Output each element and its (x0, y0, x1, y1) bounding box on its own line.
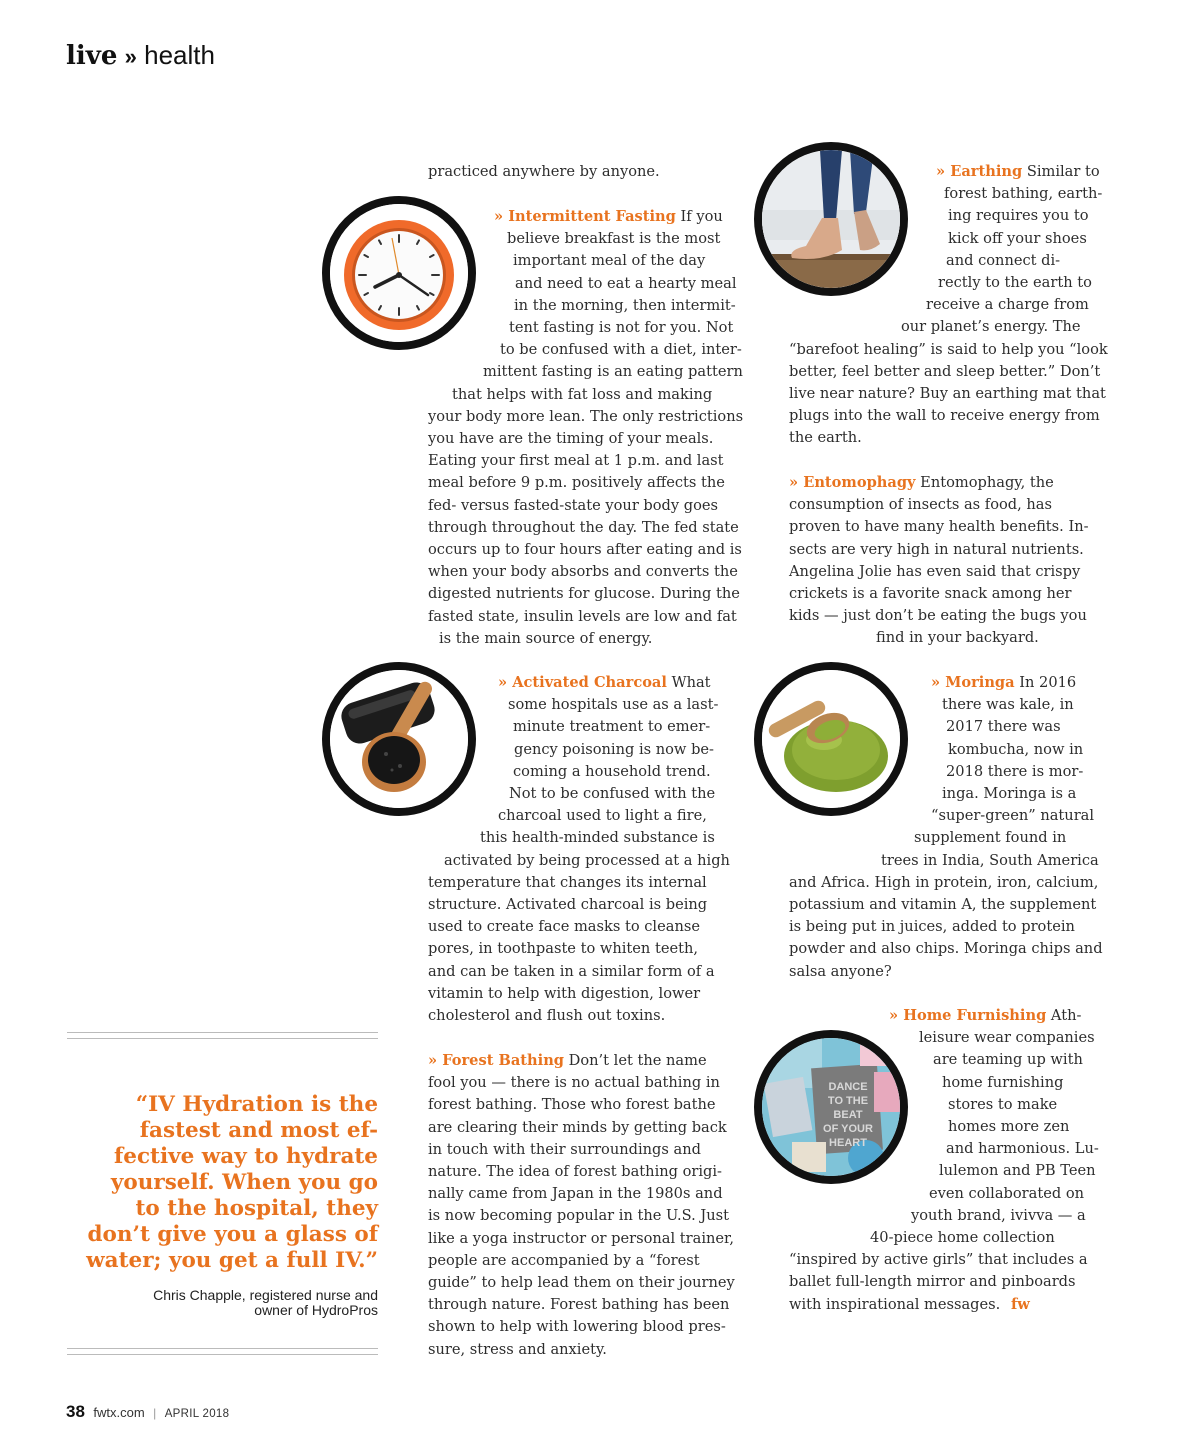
footer-divider: | (153, 1406, 157, 1420)
poster-line-4: OF YOUR (823, 1123, 873, 1135)
poster-line-1: DANCE (828, 1081, 868, 1093)
moringa-heading: » Moringa (931, 674, 1015, 691)
forest-heading: » Forest Bathing (428, 1052, 565, 1069)
fasting-heading: » Intermittent Fasting (494, 208, 676, 225)
entomophagy-section: » Entomophagy Entomophagy, the consumption of insects as food, has proven to have many health benefits. In- sects are very high in natural nutrients. Angelina Jolie has even said that crispy crickets is a favorite snack among her kids — just don’t be eating the bugs you find in your backyard. (789, 474, 1089, 647)
earthing-section: » Earthing Similar to forest bathing, earth- ing requires you to kick off your shoes and connect di- rectly to the earth to receive a charge from our planet’s energy. The “barefoot healing” is said to help you “look better, feel better and sleep better.” Don’t live near nature? Buy an earthing mat that plugs into the wall to receive energy from the earth. (789, 163, 1108, 447)
page-footer (66, 1402, 229, 1422)
fasting-section: » Intermittent Fasting If you believe breakfast is the most important meal of the day and need to eat a hearty meal in the morning, then intermit- tent fasting is not for you. Not to be confused with a diet, inter- mittent fasting is an eating pattern that helps with fat loss and making your body more lean. The only restrictions you have are the timing of your meals. Eating your first meal at 1 p.m. and last meal before 9 p.m. positively affects the fed- versus fasted-state your body goes through throughout the day. The fed state occurs up to four hours after eating and is when your body absorbs and converts the digested nutrients for glucose. During the fasted state, insulin levels are low and fat is the main source of energy. (428, 208, 744, 647)
section-separator: » (124, 44, 137, 69)
pull-quote: “IV Hydration is the fastest and most ef- fective way to hydrate yourself. When you go to the hospital, they don’t give you a glass of water; you get a full IV.” (86, 1092, 378, 1273)
section-header (66, 40, 215, 71)
poster-line-3: BEAT (833, 1109, 863, 1121)
moringa-section: » Moringa In 2016 there was kale, in 2017 there was kombucha, now in 2018 there is mor- inga. Moringa is a “super-green” natural supplement found in trees in India, South America and Africa. High in protein, iron, calcium, potassium and vitamin A, the supplement is being put in juices, added to protein powder and also chips. Moringa chips and salsa anyone? (789, 674, 1103, 980)
entomophagy-heading: » Entomophagy (789, 474, 916, 491)
quote-top-rule (67, 1032, 378, 1039)
forest-section: » Forest Bathing Don’t let the name fool you — there is no actual bathing in forest bathing. Those who forest bathe are clearing their minds by getting back in touch with their surroundings and nature. The idea of forest bathing origi- nally came from Japan in the 1980s and is now becoming popular in the U.S. Just like a yoga instructor or personal trainer, people are accompanied by a “forest guide” to help lead them on their journey through nature. Forest bathing has been shown to help with lowering blood pres- sure, stress and anxiety. (428, 1052, 735, 1358)
furnishing-section: » Home Furnishing Ath- leisure wear companies are teaming up with home furnishing stores to make homes more zen and harmonious. Lu- lulemon and PB Teen even collaborated on youth brand, ivivva — a 40-piece home collection “inspired by active girls” that includes a ballet full-length mirror and pinboards with inspirational messages. fw (789, 1007, 1099, 1313)
charcoal-heading: » Activated Charcoal (498, 674, 667, 691)
page-number: 38 (66, 1402, 85, 1421)
section-name: live (66, 41, 118, 71)
charcoal-section: » Activated Charcoal What some hospitals use as a last- minute treatment to emer- gency poisoning is now be- coming a household trend. Not to be confused with the charcoal used to light a fire, this health-minded substance is activated by being processed at a high temperature that changes its internal structure. Activated charcoal is being used to create face masks to cleanse pores, in toothpaste to whiten teeth, and can be taken in a similar form of a vitamin to help with digestion, lower cholesterol and flush out toxins. (428, 674, 730, 1025)
signoff-mark: fw (1010, 1295, 1030, 1313)
furnishing-heading: » Home Furnishing (889, 1007, 1047, 1024)
poster-line-2: TO THE (827, 1095, 869, 1107)
poster-line-5: HEART (829, 1137, 867, 1149)
quote-bottom-rule (67, 1348, 378, 1355)
earthing-heading: » Earthing (936, 163, 1023, 180)
footer-issue: APRIL 2018 (164, 1408, 230, 1420)
footer-site: fwtx.com (93, 1405, 145, 1420)
quote-attribution: Chris Chapple, registered nurse and owner of HydroPros (153, 1287, 378, 1318)
subsection-name: health (144, 40, 215, 70)
intro-text: practiced anywhere by anyone. (428, 163, 660, 180)
